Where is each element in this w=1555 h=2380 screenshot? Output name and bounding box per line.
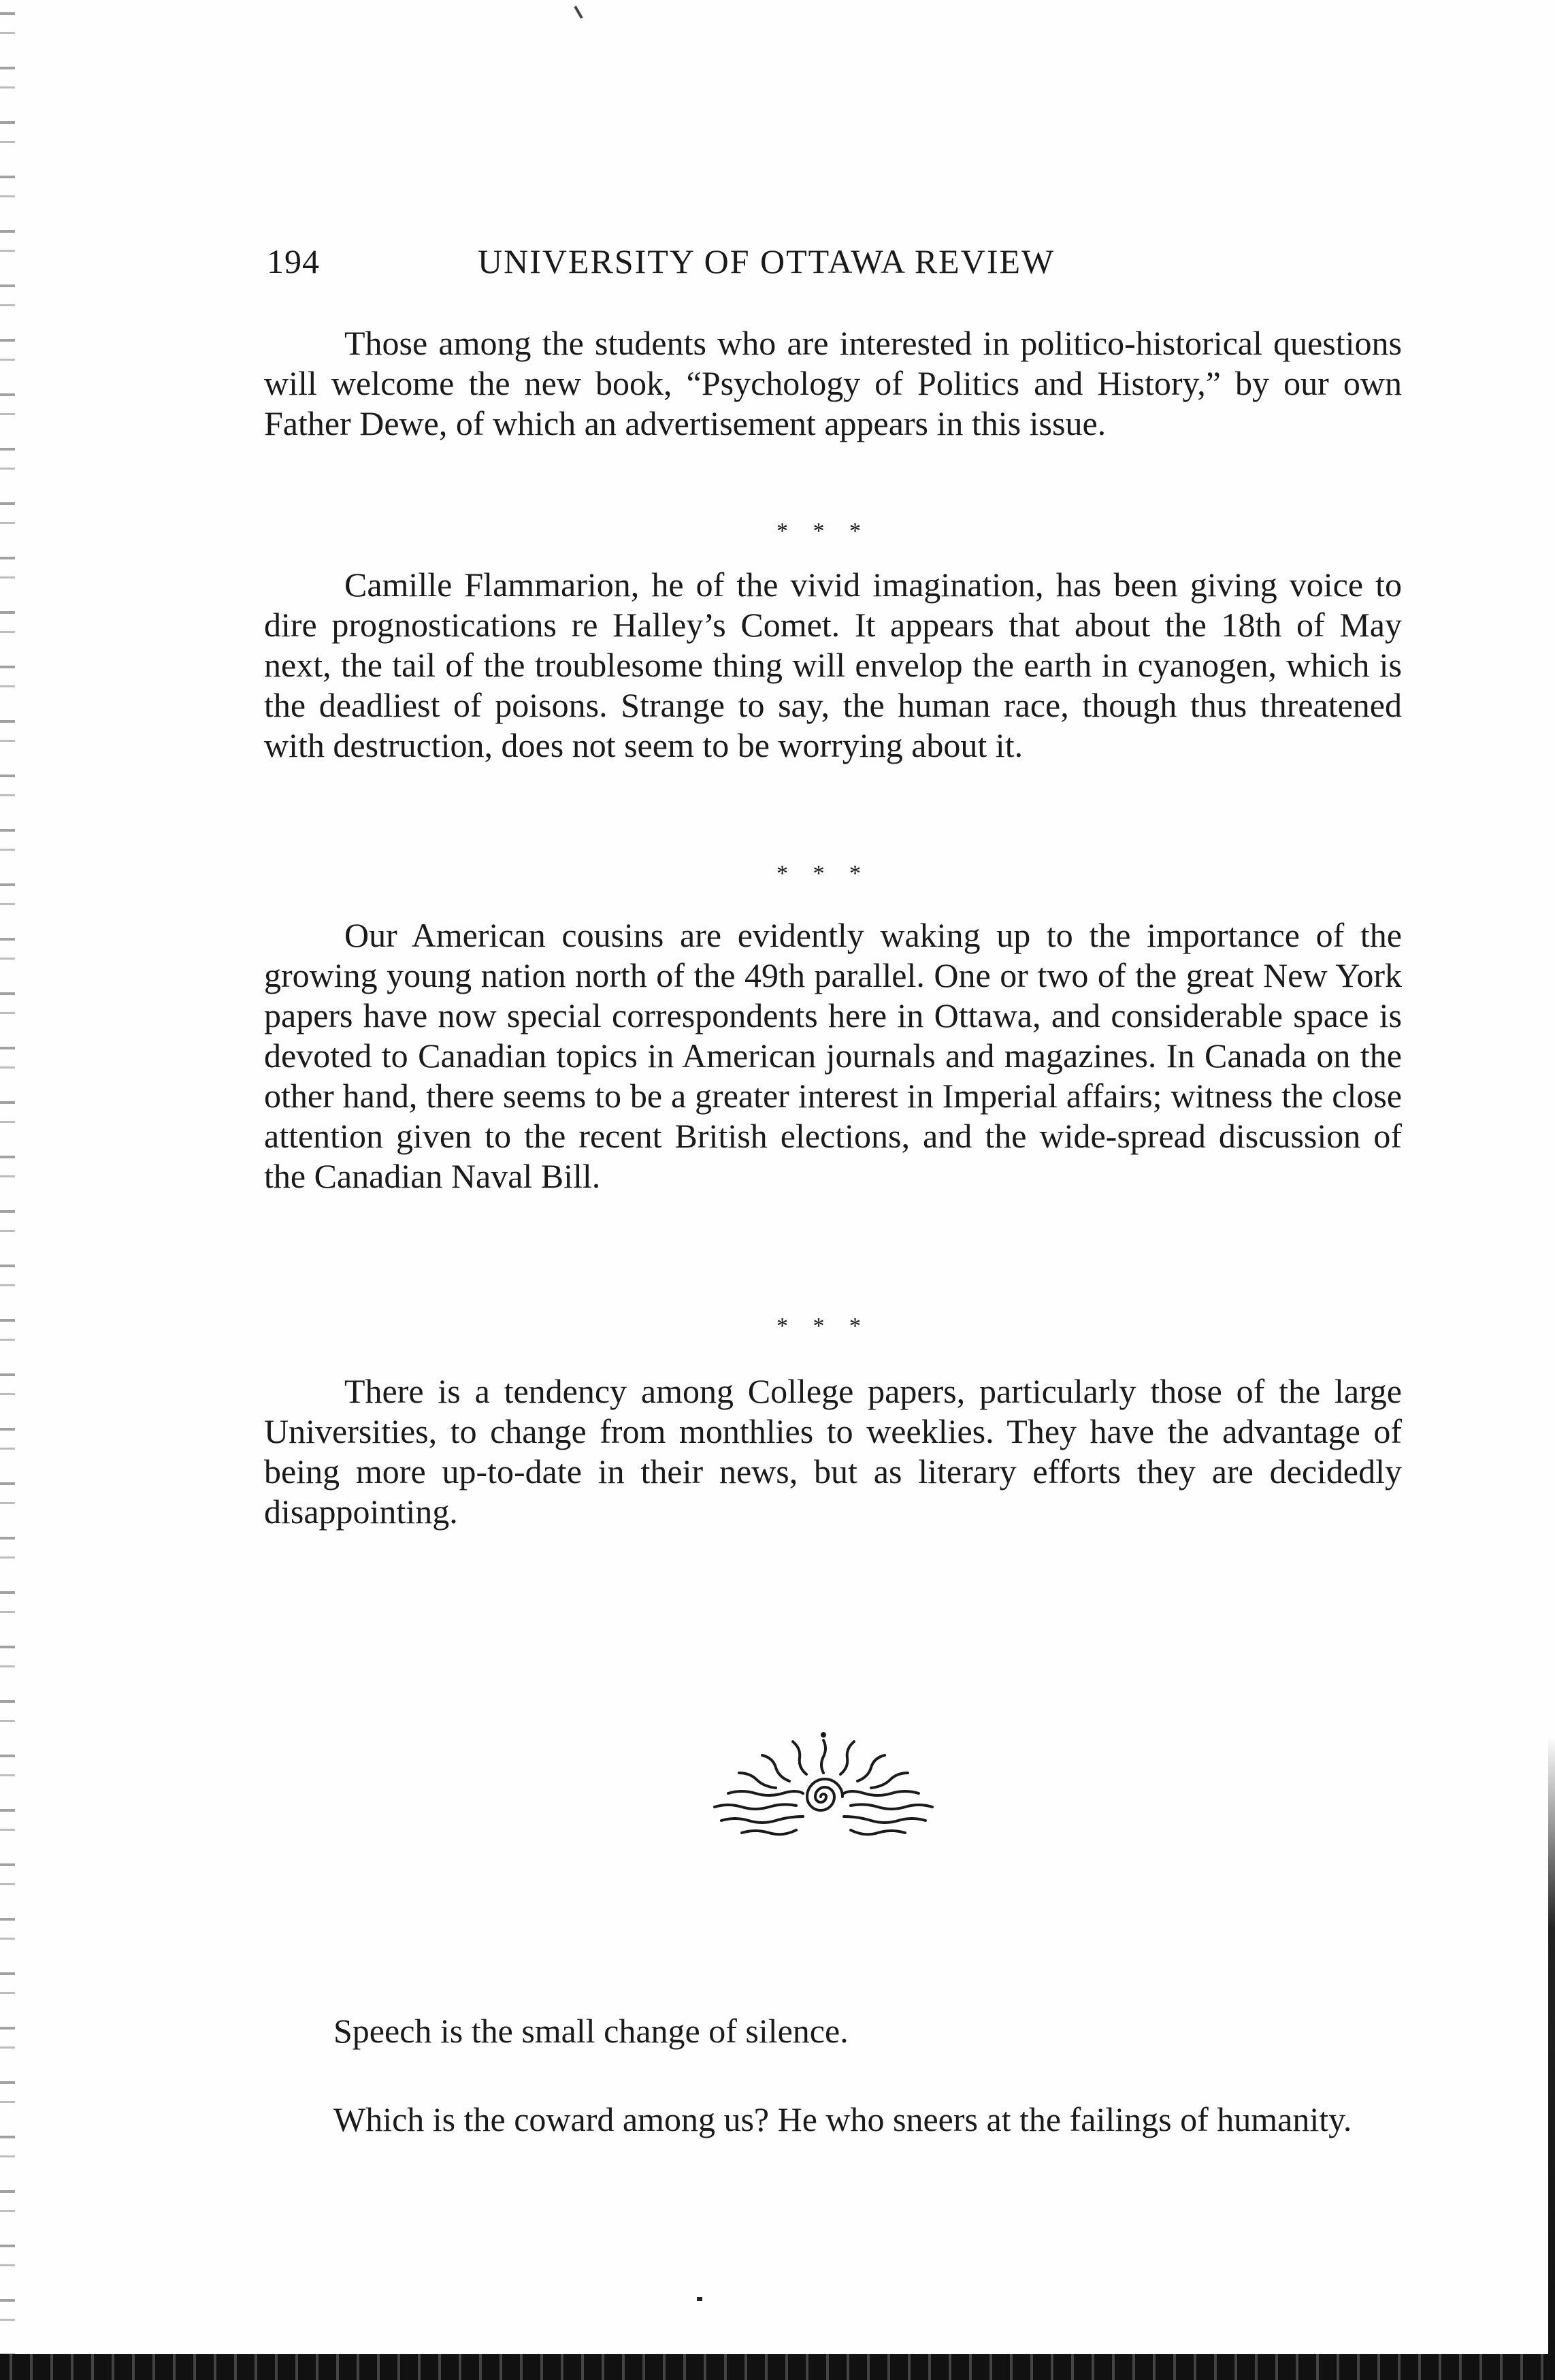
page-header xyxy=(267,242,1410,289)
paragraph-american-cousins: Our American cousins are evidently waking up to the importance of the growing young nation north of the 49th parallel. One or two of the great New York papers have now special correspondents here in Ottawa, and considerable space is devoted to Canadian topics in American journals and magazines. In Canada on the other hand, there seems to be a greater interest in Imperial affairs; witness the close attention given to the recent British elections, and the wide-spread discussion of the Canadian Naval Bill. xyxy=(264,916,1402,1195)
scan-mark xyxy=(574,5,583,18)
section-separator: * * * xyxy=(776,861,870,886)
scan-left-edge xyxy=(0,0,15,2380)
running-title: UNIVERSITY OF OTTAWA REVIEW xyxy=(478,242,1055,280)
scan-bottom-edge xyxy=(0,2354,1555,2380)
aphorism-speech: Speech is the small change of silence. xyxy=(333,2012,849,2050)
scan-right-edge xyxy=(1548,1735,1555,2380)
section-separator: * * * xyxy=(776,1314,870,1339)
paragraph-halleys-comet: Camille Flammarion, he of the vivid imagination, has been giving voice to dire prognostications re Halley’s Comet. It appears that about the 18th of May next, the tail of the troublesome thing will envelop the earth in cyanogen, which is the deadliest of poisons. Strange to say, the human race, though thus threatened with destruction, does not seem to be worrying about it. xyxy=(264,566,1402,764)
paragraph-college-papers: There is a tendency among College papers, particularly those of the large Universities, to change from monthlies to weeklies. They have the advantage of being more up-to-date in their news, but as literary efforts they are decidedly disappointing. xyxy=(264,1372,1402,1531)
sun-spiral-ornament-icon xyxy=(708,1725,939,1841)
footer-mark xyxy=(697,2297,702,2301)
page-number: 194 xyxy=(267,242,320,280)
paragraph-psychology-book: Those among the students who are interested in politico-historical questions will welcome the new book, “Psychology of Politics and History,” by our own Father Dewe, of which an advertisement appears in this issue. xyxy=(264,324,1402,442)
section-separator: * * * xyxy=(776,519,870,544)
aphorism-coward: Which is the coward among us? He who sneers at the failings of humanity. xyxy=(333,2100,1352,2138)
